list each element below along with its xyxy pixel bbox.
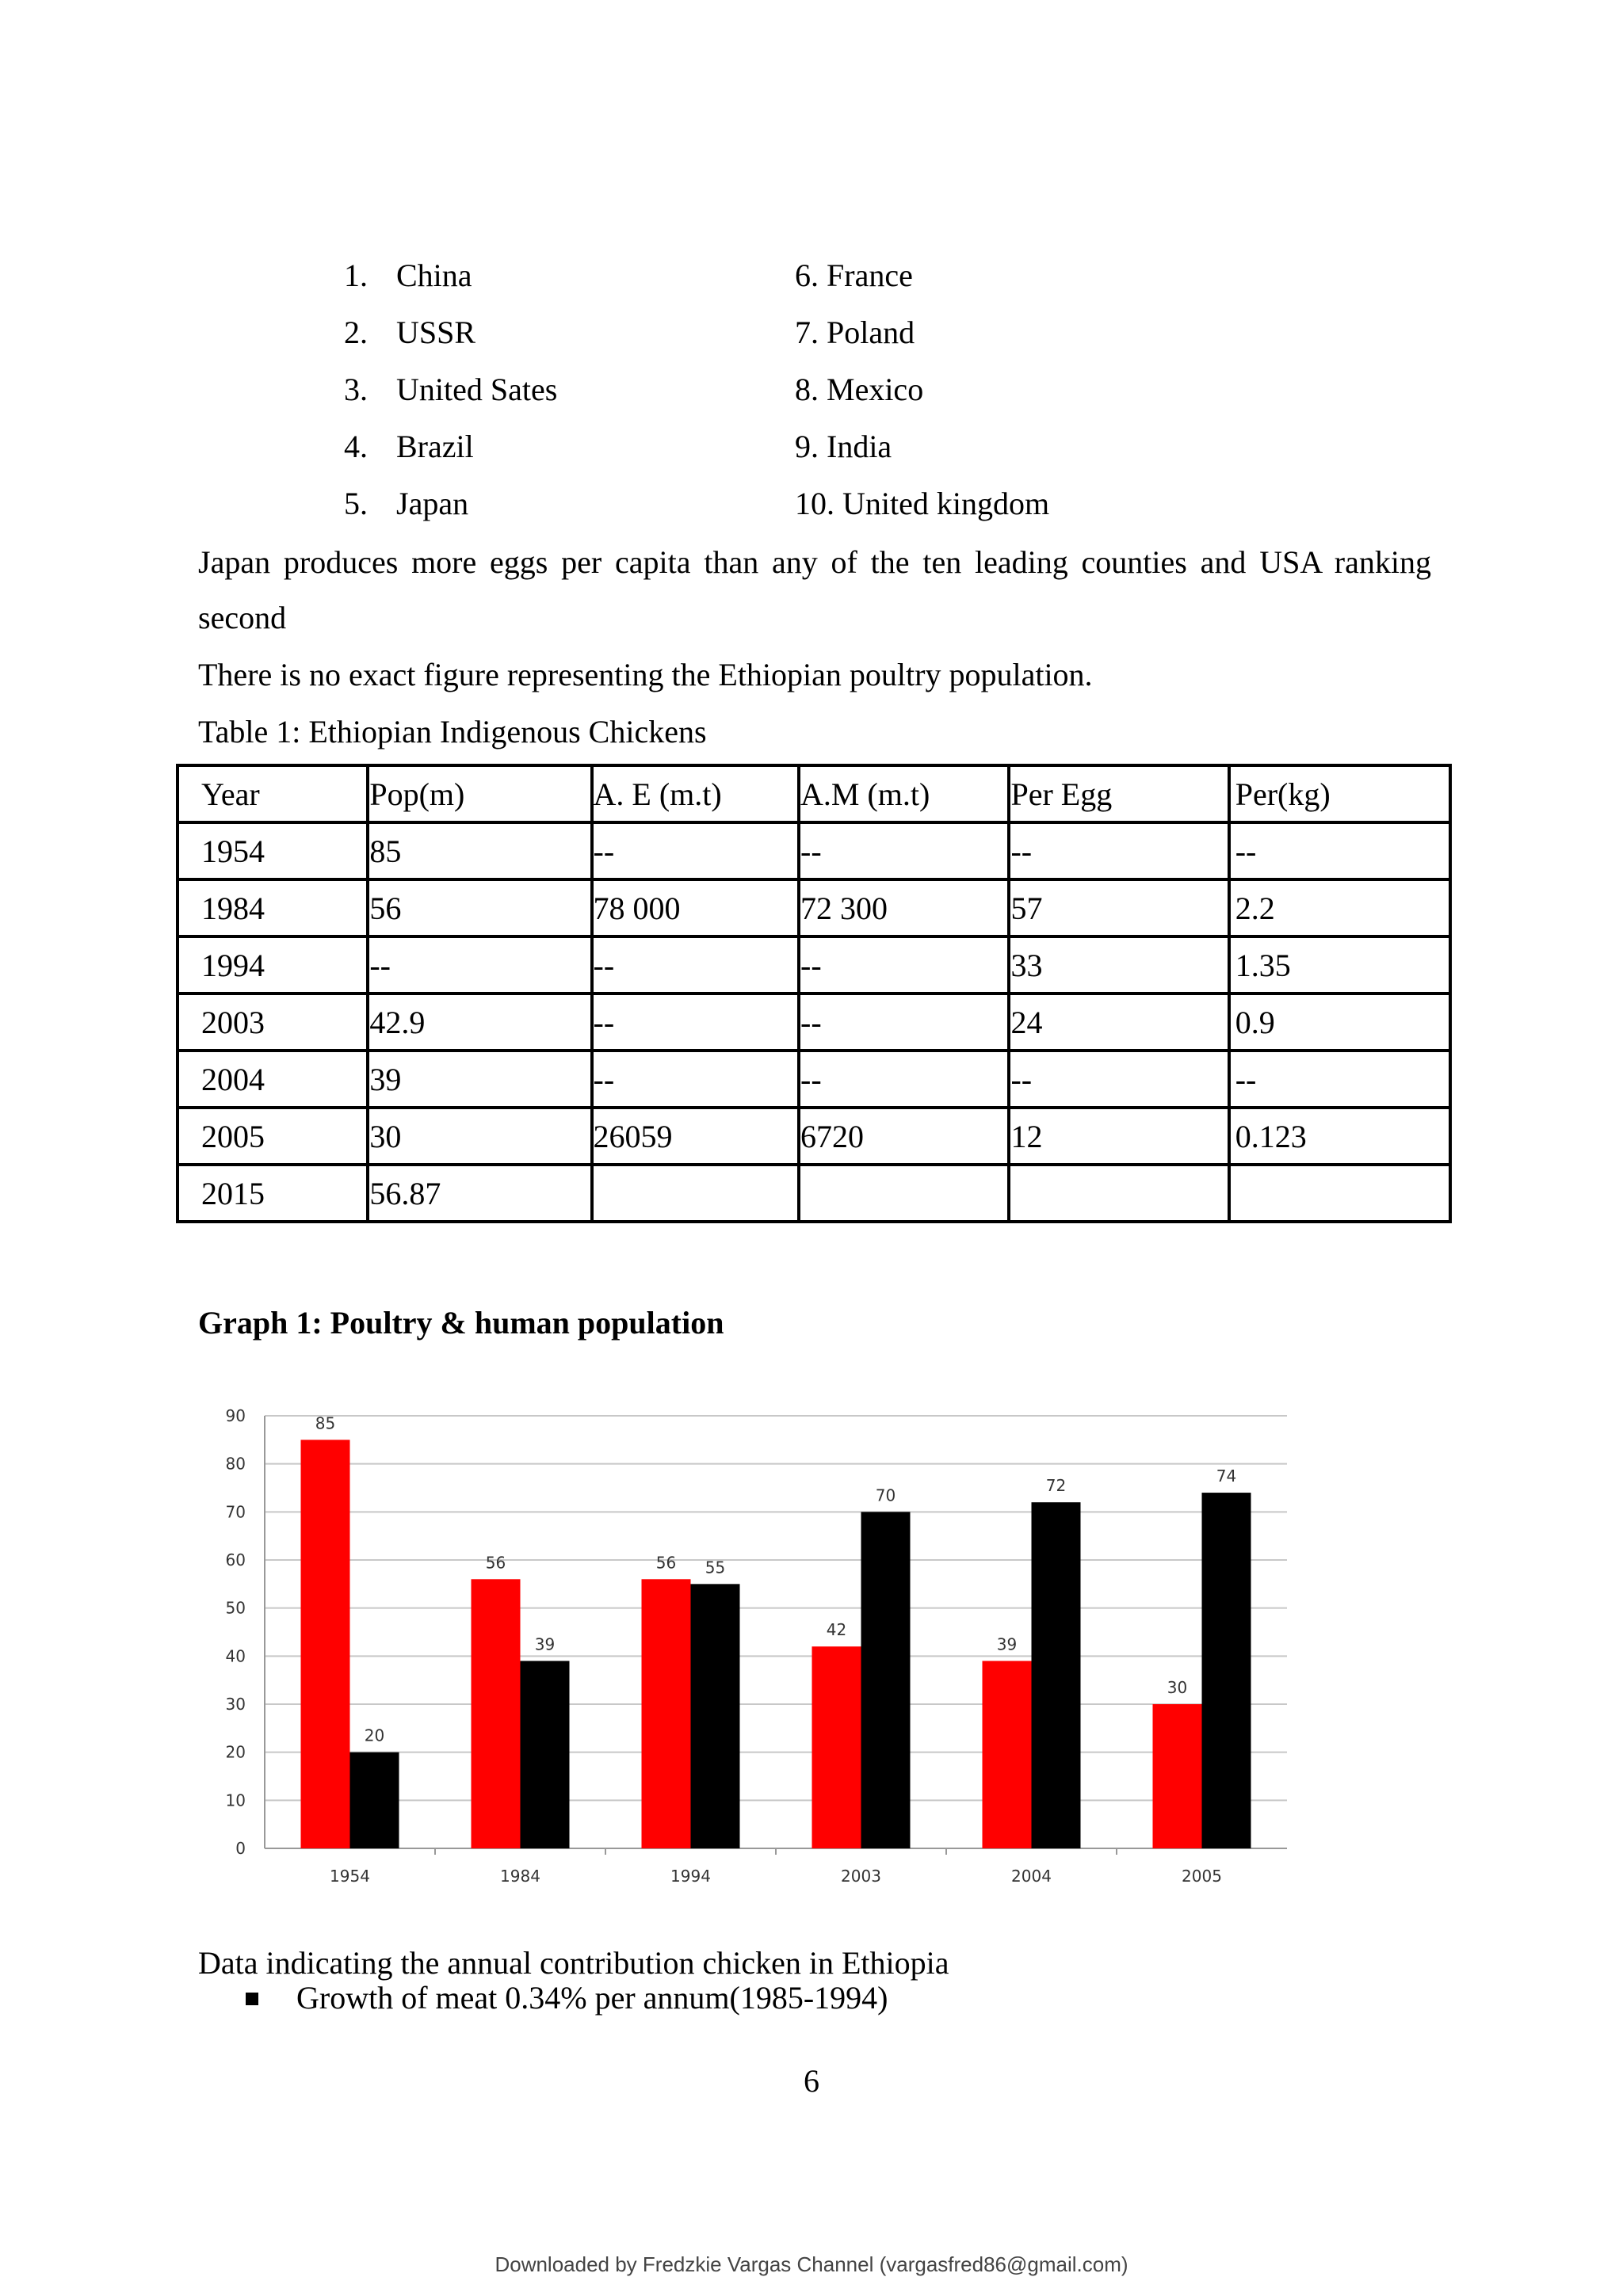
list-number: 2.: [344, 315, 368, 350]
data-label: 30: [1167, 1678, 1188, 1697]
y-tick-label: 70: [225, 1502, 246, 1522]
table-header-row: [178, 765, 1450, 822]
list-item: 7. Poland: [795, 315, 915, 350]
table-cell: --: [1229, 822, 1450, 879]
table-cell: 2015: [178, 1165, 368, 1222]
list-number: 5.: [344, 486, 368, 521]
data-label: 56: [485, 1553, 506, 1573]
data-label: 42: [826, 1620, 847, 1640]
y-tick-label: 40: [225, 1646, 246, 1666]
table-cell: 39: [368, 1051, 591, 1108]
table-header-cell: A. E (m.t): [592, 765, 800, 822]
y-tick-label: 90: [225, 1406, 246, 1425]
data-label: 39: [534, 1634, 556, 1654]
bar: [691, 1584, 740, 1848]
table-row: [178, 822, 1450, 879]
data-label: 55: [705, 1558, 726, 1577]
table-cell: 24: [1009, 994, 1228, 1051]
table-cell: --: [799, 1051, 1009, 1108]
y-tick-label: 60: [225, 1550, 246, 1569]
chicken-table: [176, 764, 1452, 1223]
paragraph-no-exact-figure: There is no exact figure representing the Ethiopian poultry population.: [198, 657, 1093, 692]
table-cell: 56.87: [368, 1165, 591, 1222]
bar: [812, 1646, 861, 1848]
list-number: 1.: [344, 257, 368, 293]
bar: [1032, 1502, 1081, 1848]
table-cell: 57: [1009, 879, 1228, 936]
list-item: 6. France: [795, 257, 913, 293]
list-item: United Sates: [396, 372, 558, 407]
table-cell: 1994: [178, 936, 368, 994]
table-cell: --: [799, 822, 1009, 879]
table-cell: --: [592, 1051, 800, 1108]
table-cell: 1954: [178, 822, 368, 879]
table-cell: 2005: [178, 1108, 368, 1165]
x-tick-label: 1954: [330, 1867, 370, 1886]
table-cell: --: [592, 994, 800, 1051]
table-caption: Table 1: Ethiopian Indigenous Chickens: [198, 714, 707, 749]
graph-title: Graph 1: Poultry & human population: [198, 1305, 724, 1341]
list-number: 4.: [344, 429, 368, 464]
bar: [472, 1579, 521, 1848]
table-cell: --: [799, 936, 1009, 994]
table-cell: 26059: [592, 1108, 800, 1165]
list-item: 10. United kingdom: [795, 486, 1050, 521]
bar: [301, 1440, 350, 1848]
table-header-cell: A.M (m.t): [799, 765, 1009, 822]
poultry-population-chart: [198, 1383, 1292, 1905]
x-tick-label: 2003: [841, 1867, 881, 1886]
table-cell: --: [799, 994, 1009, 1051]
table-row: [178, 936, 1450, 994]
data-label: 20: [364, 1726, 385, 1745]
bar: [861, 1512, 911, 1848]
download-footer: Downloaded by Fredzkie Vargas Channel (vargasfred86@gmail.com): [495, 2252, 1128, 2276]
table-header-cell: Per Egg: [1009, 765, 1228, 822]
table-cell: --: [368, 936, 591, 994]
table-cell: 2003: [178, 994, 368, 1051]
table-cell: --: [1009, 822, 1228, 879]
bar: [642, 1579, 691, 1848]
table-cell: 2.2: [1229, 879, 1450, 936]
list-item: 9. India: [795, 429, 892, 464]
table-header-cell: Year: [178, 765, 368, 822]
x-tick-label: 2005: [1182, 1867, 1222, 1886]
table-cell: [1229, 1165, 1450, 1222]
table-cell: 30: [368, 1108, 591, 1165]
bar: [983, 1661, 1032, 1848]
bullet-meat-growth: Growth of meat 0.34% per annum(1985-1994): [296, 1980, 888, 2016]
data-label: 74: [1216, 1466, 1237, 1486]
bar: [521, 1661, 570, 1848]
y-tick-label: 80: [225, 1454, 246, 1474]
table-cell: 72 300: [799, 879, 1009, 936]
y-tick-label: 20: [225, 1742, 246, 1762]
bullet-icon: [246, 1993, 258, 2005]
paragraph-japan: Japan produces more eggs per capita than any of the ten leading counties and USA ranking: [198, 544, 1431, 580]
y-tick-label: 10: [225, 1791, 246, 1810]
list-item: Brazil: [396, 429, 474, 464]
table-cell: 85: [368, 822, 591, 879]
y-tick-label: 30: [225, 1695, 246, 1714]
data-label: 72: [1045, 1476, 1067, 1496]
table-cell: 0.123: [1229, 1108, 1450, 1165]
table-cell: --: [1229, 1051, 1450, 1108]
table-cell: 12: [1009, 1108, 1228, 1165]
table-row: [178, 994, 1450, 1051]
data-label: 70: [875, 1486, 896, 1505]
table-cell: 33: [1009, 936, 1228, 994]
x-tick-label: 1994: [670, 1867, 711, 1886]
table-cell: --: [592, 822, 800, 879]
table-header-cell: Per(kg): [1229, 765, 1450, 822]
page-number: 6: [804, 2063, 819, 2099]
table-cell: 6720: [799, 1108, 1009, 1165]
list-item: USSR: [396, 315, 476, 350]
table-cell: [592, 1165, 800, 1222]
x-tick-label: 1984: [500, 1867, 540, 1886]
table-cell: 0.9: [1229, 994, 1450, 1051]
paragraph-japan-cont: second: [198, 600, 287, 635]
table-row: [178, 1165, 1450, 1222]
x-tick-label: 2004: [1011, 1867, 1052, 1886]
table-cell: 1984: [178, 879, 368, 936]
table-cell: [1009, 1165, 1228, 1222]
table-cell: --: [592, 936, 800, 994]
table-header-cell: Pop(m): [368, 765, 591, 822]
y-tick-label: 0: [235, 1839, 246, 1858]
bar: [350, 1753, 399, 1848]
table-row: [178, 879, 1450, 936]
data-label: 85: [315, 1413, 336, 1433]
table-cell: 1.35: [1229, 936, 1450, 994]
list-item: 8. Mexico: [795, 372, 924, 407]
table-cell: 78 000: [592, 879, 800, 936]
annual-contribution-intro: Data indicating the annual contribution chicken in Ethiopia: [198, 1945, 949, 1981]
list-item: China: [396, 257, 472, 293]
data-label: 39: [996, 1634, 1018, 1654]
y-tick-label: 50: [225, 1598, 246, 1618]
bar: [1202, 1493, 1251, 1848]
table-row: [178, 1108, 1450, 1165]
table-cell: --: [1009, 1051, 1228, 1108]
table-row: [178, 1051, 1450, 1108]
table-cell: 2004: [178, 1051, 368, 1108]
list-number: 3.: [344, 372, 368, 407]
data-label: 56: [655, 1553, 677, 1573]
table-cell: 42.9: [368, 994, 591, 1051]
table-cell: 56: [368, 879, 591, 936]
table-cell: [799, 1165, 1009, 1222]
bar: [1153, 1704, 1202, 1848]
list-item: Japan: [396, 486, 469, 521]
